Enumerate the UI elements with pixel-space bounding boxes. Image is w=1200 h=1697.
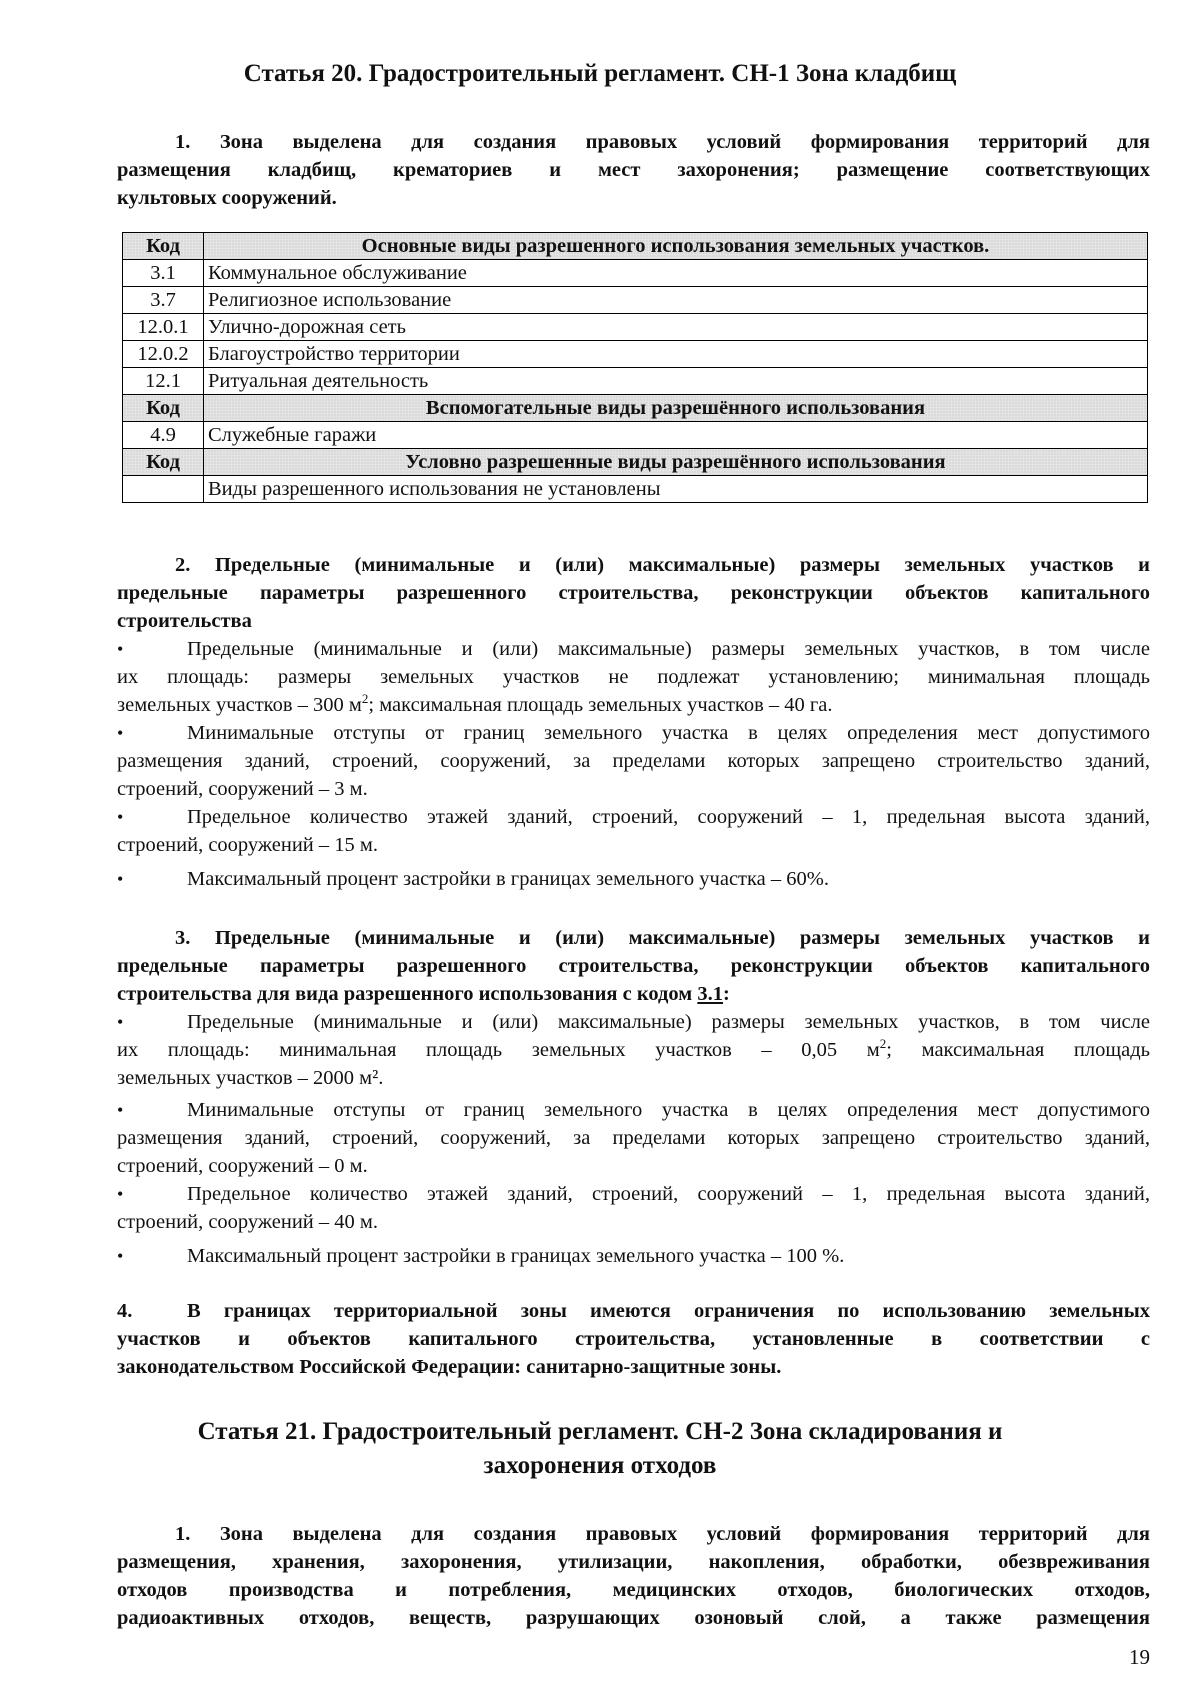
p2-line1: 2. Предельные (минимальные и (или) максимальные) размеры земельных участков и [175,554,1150,576]
row-name: Благоустройство территории [204,341,1148,368]
page-number: 19 [1129,1645,1150,1669]
p4-line1: В границах территориальной зоны имеются ограничения по использованию земельных [187,1300,1150,1322]
p4-number: 4. [117,1300,133,1322]
row-name: Виды разрешенного использования не установлены [204,476,1148,503]
bullet-icon: • [117,1246,124,1266]
article-21-title-line1: Статья 21. Градостроительный регламент. СН-2 Зона складирования и [197,1418,1003,1445]
p2-line3: строительства [117,610,252,632]
bullet-icon: • [117,869,124,889]
p3-b3-line1: Предельное количество этажей зданий, строений, сооружений – 1, предельная высота зданий, [187,1183,1150,1205]
p1-line3: культовых сооружений. [117,187,337,209]
article-20-title: Статья 20. Градостроительный регламент. СН-1 Зона кладбищ [243,60,957,87]
row-code: 3.7 [123,287,204,314]
p3-b2-line3: строений, сооружений – 0 м. [117,1155,368,1177]
p3-b2-line1: Минимальные отступы от границ земельного участка в целях определения мест допустимого [187,1099,1150,1121]
table-row [123,368,1148,395]
p1-line1: 1. Зона выделена для создания правовых условий формирования территорий для [175,131,1150,153]
row-code: 12.0.1 [123,314,204,341]
row-name: Религиозное использование [204,287,1148,314]
p3-b1-line1: Предельные (минимальные и (или) максимальные) размеры земельных участков, в том числе [187,1011,1150,1033]
a21-p1-line1: 1. Зона выделена для создания правовых условий формирования территорий для [175,1523,1150,1545]
bullet-icon: • [117,1100,124,1120]
p2-b2-line2: размещения зданий, строений, сооружений, за пределами которых запрещено строительство зданий, [117,750,1150,772]
table-row [123,341,1148,368]
p3-b1-line2: их площадь: минимальная площадь земельных участков – 0,05 $м^2$; максимальная площадь [117,1036,1150,1061]
code-3-1-link: 3.1 [697,983,723,1005]
p3-b1-line3: земельных участков – 2000 м². [117,1067,384,1089]
row-name: Ритуальная деятельность [204,368,1148,395]
table-row [123,314,1148,341]
p2-b2-line3: строений, сооружений – 3 м. [117,778,368,800]
table-row [123,422,1148,449]
header-title: Вспомогательные виды разрешённого использования [204,395,1148,422]
header-code: Код [123,233,204,260]
row-code: 4.9 [123,422,204,449]
p3-line3: строительства для вида разрешенного использования с кодом 3.1: [117,983,730,1005]
row-name: Коммунальное обслуживание [204,260,1148,287]
table-row [123,260,1148,287]
table-header-conditional [123,449,1148,476]
bullet-icon: • [117,723,124,743]
table-header-auxiliary [123,395,1148,422]
row-code: 12.0.2 [123,341,204,368]
p3-b4-line1: Максимальный процент застройки в границах земельного участка – 100 %. [187,1245,845,1267]
p2-b4-line1: Максимальный процент застройки в границах земельного участка – 60%. [187,868,829,890]
header-title: Условно разрешенные виды разрешённого использования [204,449,1148,476]
p2-b3-line1: Предельное количество этажей зданий, строений, сооружений – 1, предельная высота зданий, [187,806,1150,828]
table-row [123,476,1148,503]
p3-line1: 3. Предельные (минимальные и (или) максимальные) размеры земельных участков и [175,927,1150,949]
a21-p1-line3: отходов производства и потребления, медицинских отходов, биологических отходов, [117,1579,1150,1601]
table-header-main [123,233,1148,260]
row-code: 3.1 [123,260,204,287]
a21-p1-line2: размещения, хранения, захоронения, утилизации, накопления, обработки, обезвреживания [117,1551,1150,1573]
header-code: Код [123,395,204,422]
header-code: Код [123,449,204,476]
p2-b1-line1: Предельные (минимальные и (или) максимальные) размеры земельных участков, в том числе [187,638,1150,660]
header-title: Основные виды разрешенного использования земельных участков. [204,233,1148,260]
p2-b2-line1: Минимальные отступы от границ земельного участка в целях определения мест допустимого [187,722,1150,744]
p4-line2: участков и объектов капитального строительства, установленные в соответствии с [117,1328,1150,1350]
p1-line2: размещения кладбищ, крематориев и мест захоронения; размещение соответствующих [117,159,1150,181]
a21-p1-line4: радиоактивных отходов, веществ, разрушающих озоновый слой, а также размещения [117,1607,1150,1629]
p3-b2-line2: размещения зданий, строений, сооружений, за пределами которых запрещено строительство зданий, [117,1127,1150,1149]
p2-line2: предельные параметры разрешенного строительства, реконструкции объектов капитального [117,582,1150,604]
bullet-icon: • [117,1184,124,1204]
table-row [123,287,1148,314]
p4-line3: законодательством Российской Федерации: санитарно-защитные зоны. [117,1356,782,1378]
p2-b1-line2: их площадь: размеры земельных участков не подлежат установлению; минимальная площадь [117,666,1150,688]
bullet-icon: • [117,1012,124,1032]
row-code: 12.1 [123,368,204,395]
bullet-icon: • [117,639,124,659]
row-code [123,476,204,503]
land-use-table [122,232,1148,503]
row-name: Улично-дорожная сеть [204,314,1148,341]
row-name: Служебные гаражи [204,422,1148,449]
p2-b1-line3: земельных участков – 300 $м^2$; максимальная площадь земельных участков – 40 га. [117,691,833,716]
bullet-icon: • [117,807,124,827]
p2-b3-line2: строений, сооружений – 15 м. [117,834,379,856]
p3-line2: предельные параметры разрешенного строительства, реконструкции объектов капитального [117,955,1150,977]
article-21-title-line2: захоронения отходов [483,1452,717,1479]
p3-b3-line2: строений, сооружений – 40 м. [117,1211,379,1233]
